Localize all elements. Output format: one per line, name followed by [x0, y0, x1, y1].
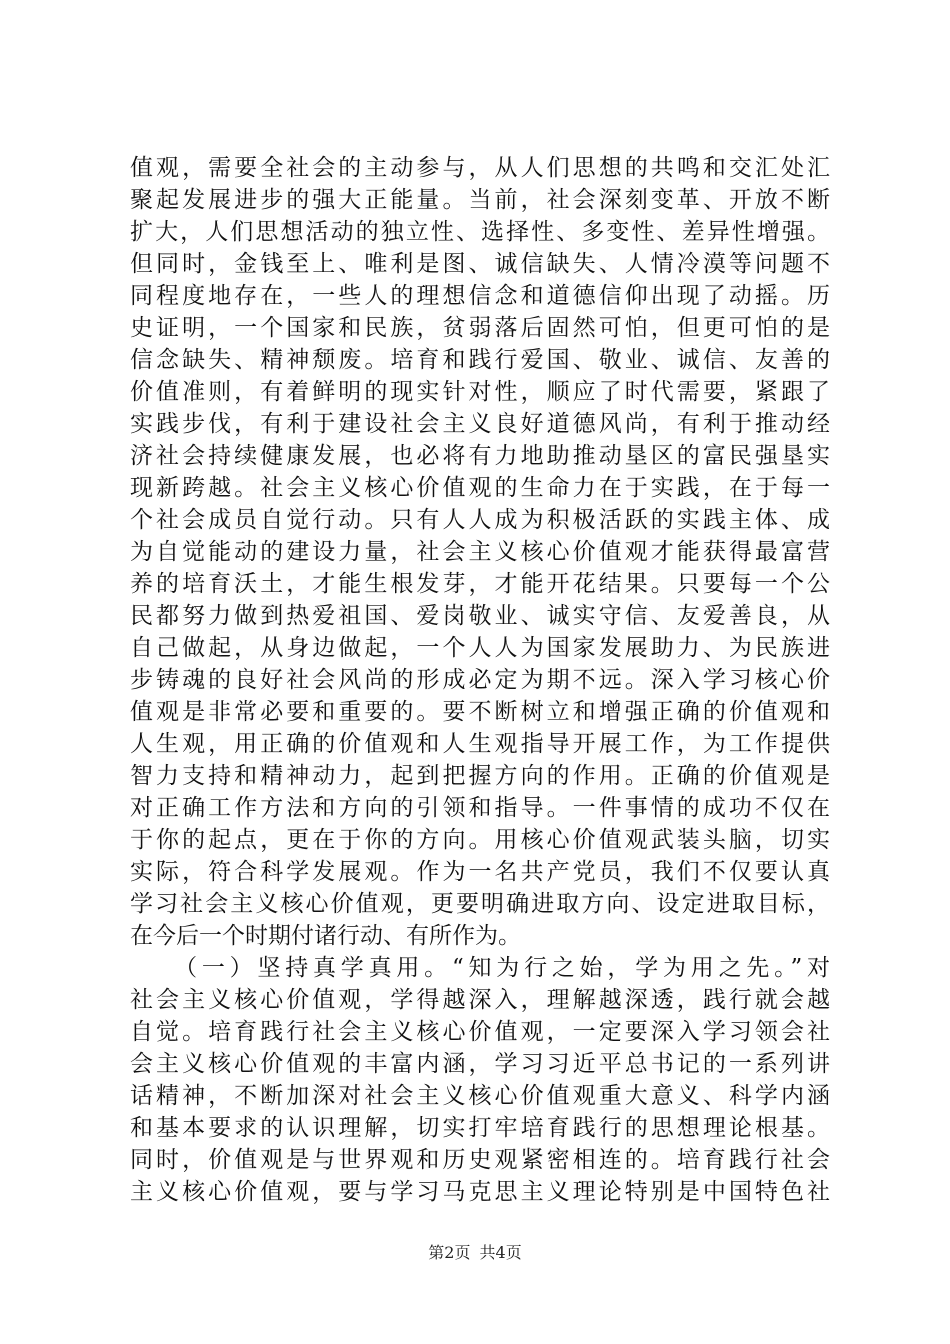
text-line: 史证明，一个国家和民族，贫弱落后固然可怕，但更可怕的是: [130, 315, 830, 341]
text-line: 智力支持和精神动力，起到把握方向的作用。正确的价值观是: [130, 763, 830, 789]
text-line: 个社会成员自觉行动。只有人人成为积极活跃的实践主体、成: [130, 507, 830, 533]
text-line: 同时，价值观是与世界观和历史观紧密相连的。培育践行社会: [130, 1147, 830, 1173]
text-line: 聚起发展进步的强大正能量。当前，社会深刻变革、开放不断: [130, 187, 830, 213]
text-line: 话精神，不断加深对社会主义核心价值观重大意义、科学内涵: [130, 1083, 830, 1109]
text-line: 实际，符合科学发展观。作为一名共产党员，我们不仅要认真: [130, 859, 830, 885]
text-line: 价值准则，有着鲜明的现实针对性，顺应了时代需要，紧跟了: [130, 379, 830, 405]
text-line: 现新跨越。社会主义核心价值观的生命力在于实践，在于每一: [130, 475, 830, 501]
text-line: 社会主义核心价值观，学得越深入，理解越深透，践行就会越: [130, 987, 830, 1013]
text-line: 但同时，金钱至上、唯利是图、诚信缺失、人情冷漠等问题不: [130, 251, 830, 277]
text-line: 人生观，用正确的价值观和人生观指导开展工作，为工作提供: [130, 731, 830, 757]
text-line: 对正确工作方法和方向的引领和指导。一件事情的成功不仅在: [130, 795, 830, 821]
text-line: 值观，需要全社会的主动参与，从人们思想的共鸣和交汇处汇: [130, 155, 830, 181]
page-total: 共4页: [479, 1243, 522, 1262]
text-line: 实践步伐，有利于建设社会主义良好道德风尚，有利于推动经: [130, 411, 830, 437]
text-line: 扩大，人们思想活动的独立性、选择性、多变性、差异性增强。: [130, 219, 830, 245]
text-line: 民都努力做到热爱祖国、爱岗敬业、诚实守信、友爱善良，从: [130, 603, 830, 629]
page-footer: [0, 1242, 950, 1264]
text-line: 学习社会主义核心价值观，更要明确进取方向、设定进取目标，: [130, 891, 830, 917]
text-line: 步铸魂的良好社会风尚的形成必定为期不远。深入学习核心价: [130, 667, 830, 693]
text-line: 养的培育沃土，才能生根发芽，才能开花结果。只要每一个公: [130, 571, 830, 597]
text-line: 为自觉能动的建设力量，社会主义核心价值观才能获得最富营: [130, 539, 830, 565]
text-line: 自觉。培育践行社会主义核心价值观，一定要深入学习领会社: [130, 1019, 830, 1045]
text-line: 和基本要求的认识理解，切实打牢培育践行的思想理论根基。: [130, 1115, 830, 1141]
text-line: 于你的起点，更在于你的方向。用核心价值观武装头脑，切实: [130, 827, 830, 853]
text-line: 自己做起，从身边做起，一个人人为国家发展助力、为民族进: [130, 635, 830, 661]
text-line: 会主义核心价值观的丰富内涵，学习习近平总书记的一系列讲: [130, 1051, 830, 1077]
section-heading-line: （一）坚持真学真用。“知为行之始，学为用之先。”对: [130, 955, 830, 981]
text-line: 信念缺失、精神颓废。培育和践行爱国、敬业、诚信、友善的: [130, 347, 830, 373]
text-line: 值观是非常必要和重要的。要不断树立和增强正确的价值观和: [130, 699, 830, 725]
page-number: 第2页: [428, 1243, 471, 1262]
text-line: 济社会持续健康发展，也必将有力地助推动垦区的富民强垦实: [130, 443, 830, 469]
paragraph-end-line: 在今后一个时期付诸行动、有所作为。: [130, 923, 521, 949]
body-text: [130, 152, 830, 1208]
text-line: 同程度地存在，一些人的理想信念和道德信仰出现了动摇。历: [130, 283, 830, 309]
text-line: 主义核心价值观，要与学习马克思主义理论特别是中国特色社: [130, 1179, 830, 1205]
